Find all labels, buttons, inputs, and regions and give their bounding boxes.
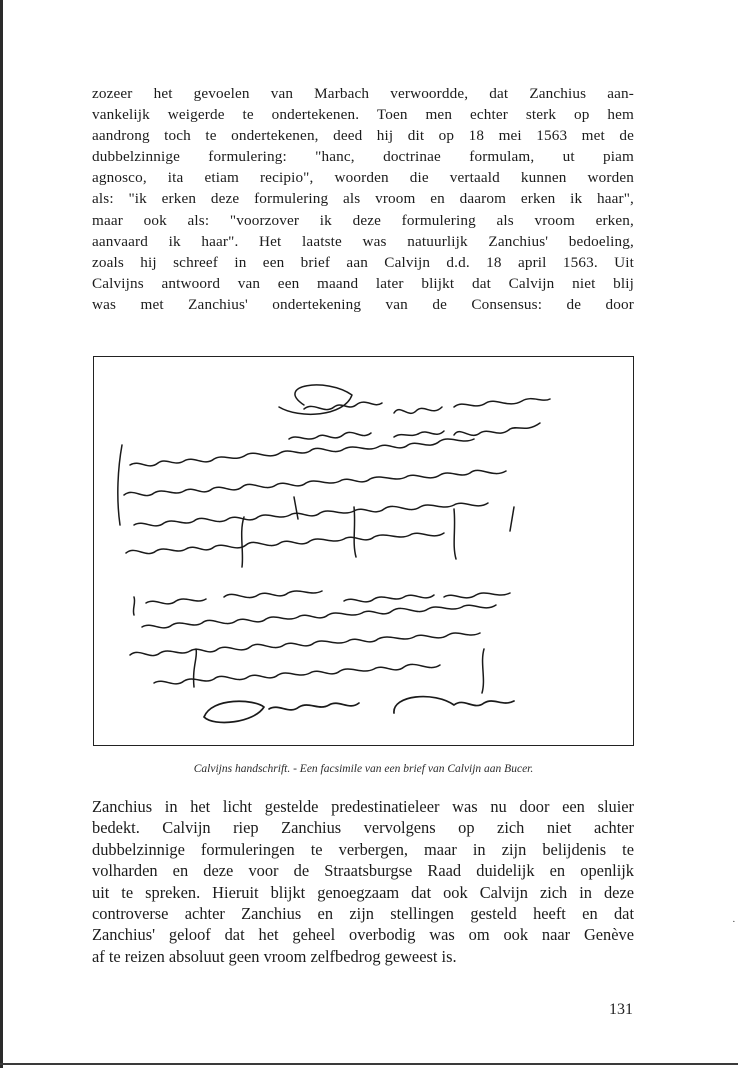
text-line: zoals hij schreef in een brief aan Calvijn d.d. 18 april 1563. Uit [92, 253, 634, 271]
handwriting-facsimile-image [93, 356, 634, 746]
text-line: Zanchius in het licht gestelde predestinatieleer was nu door een sluier [92, 797, 634, 816]
text-line: aandrong toch te ondertekenen, deed hij dit op 18 mei 1563 met de [92, 127, 634, 145]
text-line: bedekt. Calvijn riep Zanchius vervolgens op zich niet achter [92, 818, 634, 838]
figure-caption: Calvijns handschrift. - Een facsimile van een brief van Calvijn aan Bucer. [193, 763, 534, 775]
page-bottom-edge [0, 1063, 738, 1065]
text-line: dubbelzinnige formuleringen te verbergen, maar in zijn belijdenis te [92, 839, 634, 859]
handwritten-letter-block-1 [118, 385, 550, 567]
text-line: vankelijk weigerde te ondertekenen. Toen men echter sterk op hem [92, 106, 634, 124]
text-line: controverse achter Zanchius en zijn stellingen gesteld heeft en dat [92, 904, 634, 924]
text-line: volharden en deze voor de Straatsburgse Raad duidelijk en openlijk [92, 861, 634, 881]
text-line: af te reizen absoluut geen vroom zelfbedrog geweest is. [92, 946, 457, 966]
text-line: als: "ik erken deze formulering als vroom en daarom erken ik haar", [92, 190, 634, 208]
scan-artifact-mark: · [732, 916, 736, 928]
text-line: Zanchius' geloof dat het geheel overbodig was om ook naar Genève [92, 925, 634, 945]
text-line: agnosco, ita etiam recipio", woorden die vertaald kunnen worden [92, 169, 634, 187]
text-line: uit te spreken. Hieruit blijkt genoegzaam dat ook Calvijn zich in deze [92, 882, 634, 902]
text-line: aanvaard ik haar". Het laatste was natuurlijk Zanchius' bedoeling, [92, 232, 634, 250]
body-paragraph-bottom [92, 796, 634, 967]
text-line: maar ook als: "voorzover ik deze formulering als vroom erken, [92, 211, 634, 229]
text-line: zozeer het gevoelen van Marbach verwoordde, dat Zanchius aan- [92, 85, 634, 102]
book-spine-edge [0, 0, 3, 1068]
page-number: 131 [609, 1001, 633, 1018]
text-line: dubbelzinnige formulering: "hanc, doctrinae formulam, ut piam [92, 148, 634, 166]
text-line: Calvijns antwoord van een maand later blijkt dat Calvijn niet blij [92, 274, 634, 292]
body-paragraph-top [92, 83, 634, 315]
text-line: was met Zanchius' ondertekening van de Consensus: de door [92, 295, 634, 313]
handwritten-letter-block-2 [130, 591, 510, 693]
signature [204, 697, 514, 723]
